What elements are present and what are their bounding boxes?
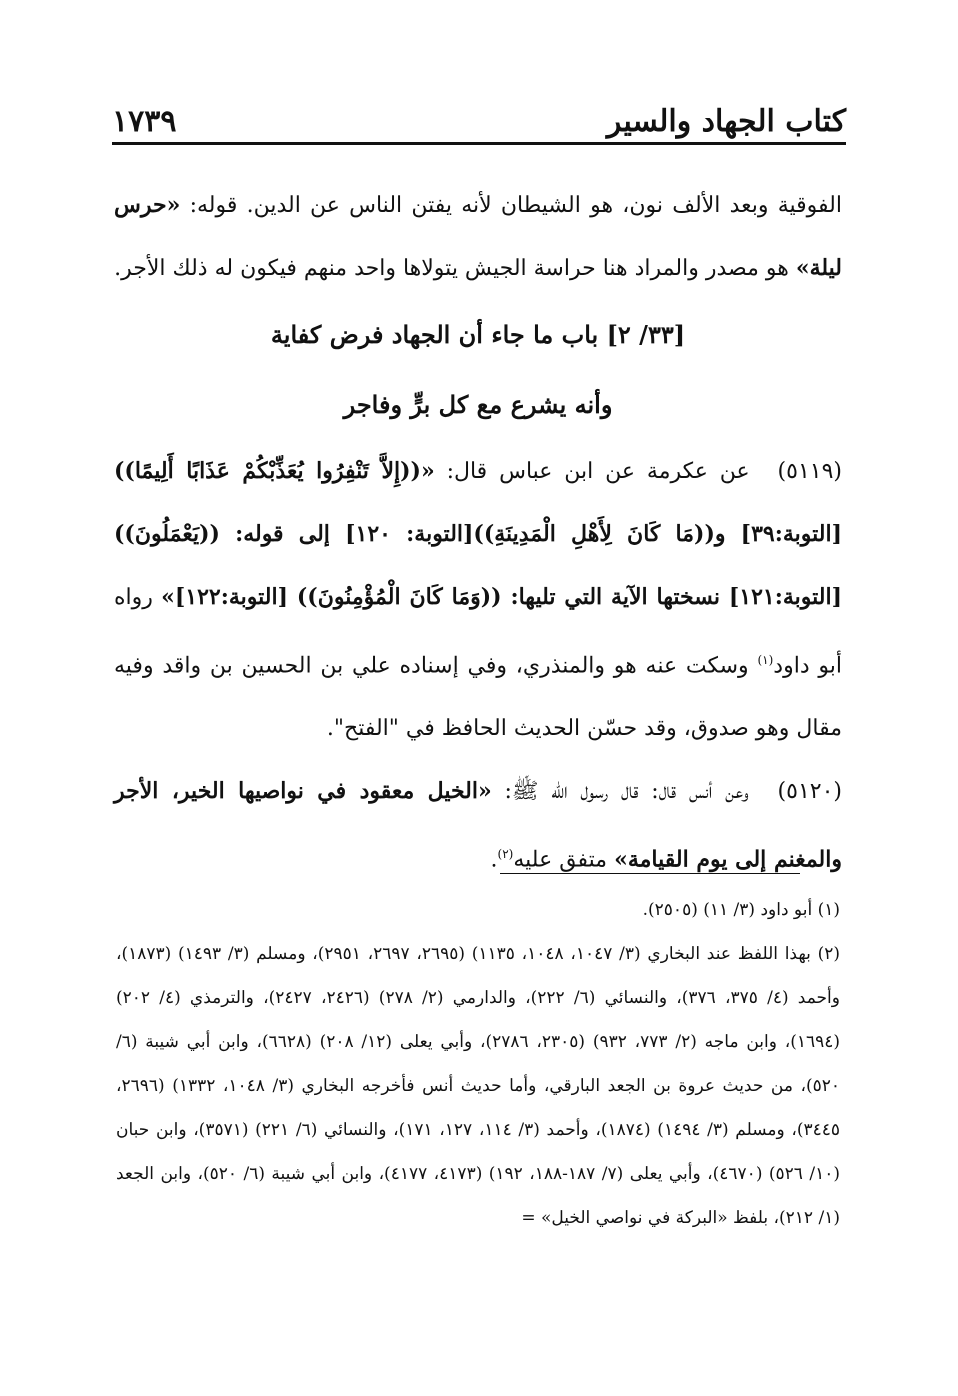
text-run: عن عكرمة عن ابن عباس قال:: [434, 459, 762, 484]
text-run: الفوقية وبعد الألف نون، هو الشيطان لأنه يفتن الناس عن الدين. قوله:: [180, 193, 842, 218]
hadith-number: (٥١٢٠): [777, 779, 842, 805]
book-title: كتاب الجهاد والسير: [606, 104, 846, 139]
page-header: [112, 102, 846, 145]
text-run: هو مصدر والمراد هنا حراسة الجيش يتولاها واحد منهم فيكون له ذلك الأجر.: [114, 256, 796, 281]
footnote-1: (١) أبو داود (٣/ ١١) (٢٥٠٥).: [642, 900, 840, 920]
text-run: وعن أنس قال: قال رسول الله ﷺ:: [491, 779, 762, 805]
hadith-number: (٥١١٩): [777, 459, 842, 484]
hadith-5120: [114, 760, 842, 891]
paragraph-intro: [114, 174, 842, 300]
text-run: رواه أبو داود: [114, 585, 842, 679]
page-number: ١٧٣٩: [112, 104, 177, 139]
footnote-ref[interactable]: (٢): [497, 847, 514, 862]
footnote-separator: [500, 873, 800, 874]
footnote-ref[interactable]: (١): [757, 653, 774, 667]
main-text: [114, 174, 842, 892]
text-run: وسكت عنه هو والمنذري، وفي إسناده علي بن الحسين بن واقد وفيه مقال وهو صدوق، وقد حسّن الحديث الحافظ في "الفتح".: [114, 653, 842, 742]
text-run-bold: «((إِلاَّ تَنْفِرُوا يُعَذِّبْكُمْ عَذَابًا أَلِيمًا)) [التوبة:٣٩] و((مَا كَانَ لِأَهْلِ الْمَدِينَةِ))[التوبة: ١٢٠] إلى قوله: ((يَعْمَلُونَ)) [التوبة:١٢١] نسختها الآية التي تليها: ((وَمَا كَانَ الْمُؤْمِنُونَ)) [التوبة:١٢٢]»: [114, 458, 842, 610]
chapter-heading: [٣٣/ ٢] باب ما جاء أن الجهاد فرض كفاية: [270, 320, 686, 349]
text-run: .: [490, 847, 498, 873]
text-run: متفق عليه: [513, 847, 615, 873]
text-run-bold: «حرس ليلة»: [114, 192, 842, 281]
text-run-bold: «الخيل معقود في نواصيها الخير، الأجر والمغنم إلى يوم القيامة»: [114, 778, 842, 873]
footnote-2: (٢) بهذا اللفظ عند البخاري (٣/ ١٠٤٧، ١٠٤٨، ١١٣٥) (٢٦٩٥، ٢٦٩٧، ٢٩٥١)، ومسلم (٣/ ١٤٩٣) (١٨٧٣)، وأحمد (٤/ ٣٧٥، ٣٧٦)، والنسائي (٦/ ٢٢٢)، والدارمي (٢/ ٢٧٨) (٢٤٢٦، ٢٤٢٧)، والترمذي (٤/ ٢٠٢) (١٦٩٤)، وابن ماجه (٢/ ٧٧٣، ٩٣٢) (٢٣٠٥، ٢٧٨٦)، وأبي يعلى (١٢/ ٢٠٨) (٦٦٢٨)، وابن أبي شيبة (٦/ ٥٢٠)، من حديث عروة بن الجعد البارقي، وأما حديث أنس فأخرجه البخاري (٣/ ١٠٤٨، ١٣٣٢) (٢٦٩٦، ٣٤٤٥)، ومسلم (٣/ ١٤٩٤) (١٨٧٤)، وأحمد (٣/ ١١٤، ١٢٧، ١٧١)، والنسائي (٦/ ٢٢١) (٣٥٧١)، وابن حبان (١٠/ ٥٢٦) (٤٦٧٠)، وأبي يعلى (٧/ ١٨٧-١٨٨، ١٩٢) (٤١٧٣، ٤١٧٧)، وابن أبي شيبة (٦/ ٥٢٠)، وابن الجعد (١/ ٢١٢)، بلفظ «البركة في نواصي الخيل» =: [116, 944, 841, 1228]
footnotes: [116, 888, 840, 1240]
hadith-5119: [114, 440, 842, 760]
chapter-subheading: وأنه يشرع مع كل برٍّ وفاجر: [343, 390, 613, 419]
